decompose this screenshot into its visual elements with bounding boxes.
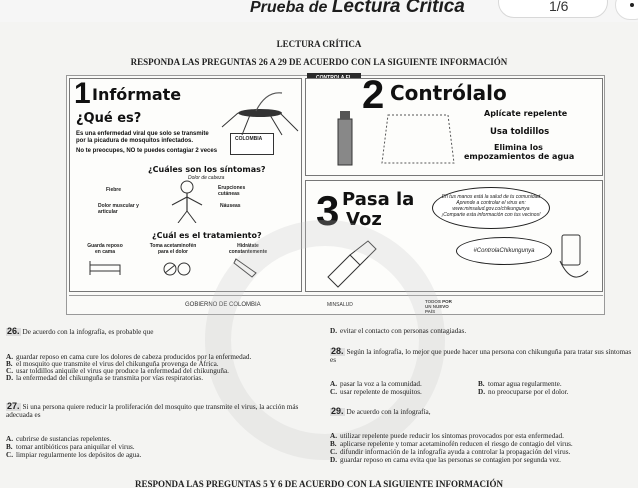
pill-icon <box>162 261 192 277</box>
panel3-title2: Voz <box>346 209 382 230</box>
option-text: usar toldillos aniquile el virus que produce la enfermedad del chikunguña. <box>16 367 229 375</box>
symptom-rash: Erupciones cutáneas <box>218 185 246 197</box>
option-text: limpiar regularmente los depósitos de agua. <box>16 451 142 459</box>
panel2-title: Contrólalo <box>390 81 507 105</box>
symptoms-title: ¿Cuáles son los síntomas? <box>148 165 266 174</box>
option-letter: B. <box>6 443 13 451</box>
treatment-hydrate: Hidrátate constantemente <box>228 243 268 255</box>
bubble-line3: www.minsalud.gov.co/chikungunya <box>452 206 530 212</box>
option-text: tomar agua regularmente. <box>488 380 562 388</box>
question-stem-text: Si una persona quiere reducir la proliferación del mosquito que transmite el virus, la acción más adecuada es <box>6 403 299 419</box>
infographic-footer <box>69 295 603 314</box>
option-letter: D. <box>330 327 337 335</box>
treatment-acetaminophen: Toma acetaminofén para el dolor <box>149 243 197 255</box>
control-item3b: empozamientos de agua <box>464 152 575 161</box>
footer-gov: GOBIERNO DE COLOMBIA <box>185 302 261 308</box>
speech-bubble-info <box>432 187 550 229</box>
next-instruction: RESPONDA LAS PREGUNTAS 5 Y 6 DE ACUERDO CON LA SIGUIENTE INFORMACIÓN <box>135 479 503 488</box>
symptom-nausea: Náuseas <box>220 203 241 209</box>
title-main: Lectura Crítica <box>331 0 465 17</box>
question-27-stem <box>6 403 324 419</box>
panel1-desc3: No te preocupes, NO te puedes contagiar 2 veces <box>76 148 218 154</box>
panel1-title: Infórmate <box>92 85 182 104</box>
option-text: el mosquito que transmite el virus del chikunguña provenga de África. <box>16 360 219 368</box>
question-26-stem <box>6 328 306 337</box>
panel2-number: 2 <box>362 73 385 117</box>
control-item1: Aplícate repelente <box>484 109 568 118</box>
option-text: guardar reposo en cama cure los dolores de cabeza producidos por la enfermedad. <box>16 353 252 361</box>
infographic <box>66 75 605 315</box>
bubble-line4: ¡Comparte esta información con tus vecinos! <box>441 212 541 218</box>
body-figure-icon <box>162 179 212 223</box>
question-number: 27. <box>7 401 20 411</box>
option-letter: B. <box>6 360 13 368</box>
option-text: difundir información de la infografía ayuda a controlar la propagación del virus. <box>340 448 571 456</box>
option-letter: B. <box>330 440 337 448</box>
top-bar <box>0 0 638 22</box>
q28-option-c[interactable] <box>330 389 422 396</box>
question-29-stem <box>330 408 630 417</box>
mosquito-icon <box>220 87 300 137</box>
option-letter: D. <box>330 456 337 464</box>
option-letter: A. <box>330 380 337 388</box>
option-letter: C. <box>330 448 337 456</box>
option-letter: C. <box>6 367 13 375</box>
option-text: tomar antibióticos para aniquilar el virus. <box>16 443 135 451</box>
control-item2: Usa toldillos <box>490 127 550 137</box>
question-stem-text: Según la infografía, lo mejor que puede hacer una persona con chikunguña para tratar sus síntomas es <box>330 348 632 364</box>
option-text: evitar el contacto con personas contagiadas. <box>340 327 467 335</box>
more-options-button[interactable] <box>615 0 638 20</box>
water-glass-icon <box>232 255 262 279</box>
option-text: usar repelente de mosquitos. <box>340 388 422 396</box>
megaphone-hand-icon <box>320 237 380 289</box>
q27-option-c[interactable] <box>6 452 141 459</box>
control-item3a: Elimina los <box>494 143 543 152</box>
panel1-subtitle: ¿Qué es? <box>76 111 142 126</box>
footer-ministry: MINSALUD <box>327 302 353 308</box>
option-letter: B. <box>478 380 485 388</box>
q28-option-d[interactable] <box>478 389 568 396</box>
option-letter: D. <box>6 374 13 382</box>
hand-phone-icon <box>554 231 594 289</box>
title-prefix: Prueba de <box>250 0 328 16</box>
mosquito-net-icon <box>378 109 458 169</box>
option-letter: D. <box>478 388 485 396</box>
question-number: 29. <box>331 406 344 416</box>
option-letter: C. <box>330 388 337 396</box>
panel-controlalo <box>305 73 603 176</box>
q26-option-d[interactable] <box>6 375 203 382</box>
page-title <box>250 0 465 18</box>
option-letter: A. <box>6 353 13 361</box>
option-text: cubrirse de sustancias repelentes. <box>16 435 112 443</box>
footer-todos: TODOS POR UN NUEVO PAÍS <box>425 299 452 314</box>
treatment-rest: Guarda reposo en cama <box>87 243 123 255</box>
option-letter: A. <box>330 432 337 440</box>
q27-option-d[interactable] <box>330 328 466 335</box>
section-instruction: RESPONDA LAS PREGUNTAS 26 A 29 DE ACUERDO CON LA SIGUIENTE INFORMACIÓN <box>130 57 508 67</box>
panel1-desc2: por la picadura de mosquitos infectados. <box>76 138 194 144</box>
symptom-headache: Dolor de cabeza <box>188 175 225 181</box>
option-text: utilizar repelente puede reducir los síntomas provocados por esta enfermedad. <box>340 432 564 440</box>
treatment-title: ¿Cuál es el tratamiento? <box>152 231 262 240</box>
speech-bubble-hashtag: #ControlaChikungunya <box>456 237 552 265</box>
repellent-spray-icon <box>326 109 366 169</box>
q29-option-d[interactable] <box>330 457 561 464</box>
bubble-line2: Aprende a controlar el virus en: <box>456 200 526 206</box>
panel1-desc1: Es una enfermedad viral que solo se transmite <box>76 131 209 137</box>
page-indicator[interactable] <box>498 0 608 18</box>
panel-informate <box>69 78 302 292</box>
option-text: no preocuparse por el dolor. <box>488 388 569 396</box>
symptom-fever: Fiebre <box>106 187 122 193</box>
panel-pasa-la-voz <box>305 180 603 292</box>
option-text: guardar reposo en cama evita que las personas se contagien por segunda vez. <box>340 456 561 464</box>
page-indicator-label: 1/6 <box>549 0 569 14</box>
bed-icon <box>88 259 124 277</box>
panel1-number: 1 <box>74 77 91 110</box>
section-title: LECTURA CRÍTICA <box>276 39 362 49</box>
panel3-number: 3 <box>316 187 340 234</box>
option-letter: A. <box>6 435 13 443</box>
symptom-muscle: Dolor muscular y articular <box>98 203 139 215</box>
option-text: pasar la voz a la comunidad. <box>340 380 422 388</box>
bubble-line1: En tus manos está la salud de tu comunidad <box>441 194 541 200</box>
question-stem-text: De acuerdo con la infografía, <box>346 408 431 416</box>
option-text: la enfermedad del chikunguña se transmita por vías respiratorias. <box>16 374 204 382</box>
panel3-title1: Pasa la <box>342 189 415 210</box>
question-28-stem <box>330 348 634 364</box>
question-number: 26. <box>7 326 20 336</box>
calendar-label: COLOMBIA <box>235 136 263 142</box>
question-stem-text: De acuerdo con la infografía, es probable que <box>22 328 154 336</box>
option-letter: C. <box>6 451 13 459</box>
dot-icon <box>630 3 634 7</box>
question-number: 28. <box>331 346 344 356</box>
option-text: aplicarse repelente y tomar acetaminofén reducen el riesgo de contagio del virus. <box>340 440 573 448</box>
